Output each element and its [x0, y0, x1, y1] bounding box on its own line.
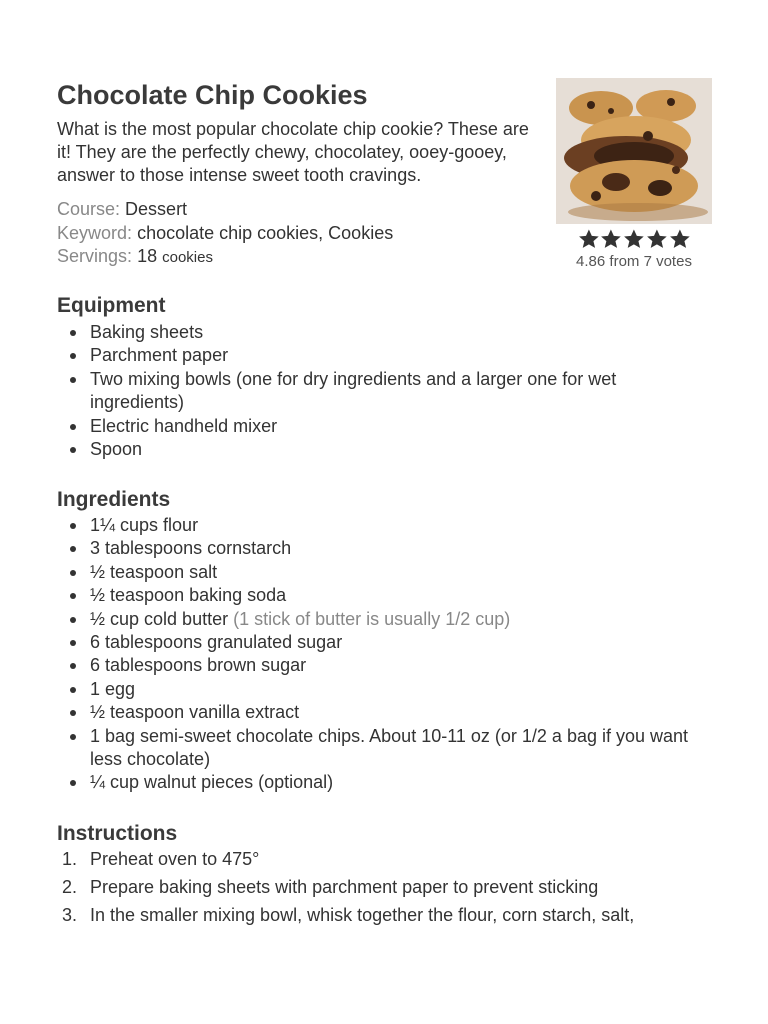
ingredient-item: [57, 514, 707, 537]
keyword-label: Keyword:: [57, 222, 133, 243]
ingredient-text: ½ teaspoon baking soda: [90, 585, 287, 606]
servings-value: 18: [137, 246, 158, 266]
equipment-item: Spoon: [57, 438, 707, 461]
equipment-item: Electric handheld mixer: [57, 415, 707, 438]
ingredient-item: [57, 608, 707, 631]
equipment-heading: Equipment: [57, 294, 166, 317]
ingredient-text: ½ teaspoon vanilla extract: [90, 702, 300, 723]
servings-label: Servings:: [57, 246, 133, 266]
ingredient-item: [57, 701, 707, 724]
servings-unit: cookies: [162, 249, 213, 266]
equipment-item: Parchment paper: [57, 344, 707, 367]
step-text: In the smaller mixing bowl, whisk together the flour, corn starch, salt,: [90, 905, 635, 925]
ingredient-item: [57, 771, 707, 794]
recipe-photo: [556, 78, 712, 224]
recipe-title: Chocolate Chip Cookies: [57, 80, 368, 110]
instruction-step: [57, 901, 707, 929]
ingredient-text: 1 bag semi-sweet chocolate chips. About 10-11 oz (or 1/2 a bag if you want less chocolate): [90, 725, 689, 770]
ingredient-text: 1¼ cups flour: [90, 515, 199, 535]
star-icon[interactable]: [646, 228, 668, 250]
ingredient-text: ½ cup cold butter: [90, 608, 229, 629]
star-icon[interactable]: [623, 228, 645, 250]
ingredient-text: 3 tablespoons cornstarch: [90, 538, 292, 559]
instructions-list: [57, 845, 707, 929]
equipment-item: Two mixing bowls (one for dry ingredients and a larger one for wet ingredients): [57, 368, 707, 415]
ingredient-text: 6 tablespoons granulated sugar: [90, 632, 343, 653]
ingredient-item: [57, 678, 707, 701]
star-icon[interactable]: [669, 228, 691, 250]
ingredient-note: (1 stick of butter is usually 1/2 cup): [233, 608, 511, 629]
servings-row: [57, 245, 393, 270]
instruction-step: [57, 873, 707, 901]
ingredient-item: [57, 631, 707, 654]
step-text: Preheat oven to 475°: [90, 849, 260, 869]
step-number: 1.: [62, 849, 78, 869]
star-icon[interactable]: [578, 228, 600, 250]
ingredients-heading: Ingredients: [57, 488, 171, 511]
step-number: 3.: [62, 905, 78, 925]
rating-text: 4.86 from 7 votes: [576, 253, 692, 270]
ingredient-text: 1 egg: [90, 678, 136, 699]
cookie-image: [556, 78, 712, 224]
ingredient-item: [57, 725, 707, 772]
recipe-summary: What is the most popular chocolate chip cookie? These are it! They are the perfectly chewy, chocolatey, ooey-gooey, answer to those intense sweet tooth cravings.: [57, 119, 529, 185]
recipe-meta: [57, 198, 393, 270]
ingredient-text: ¼ cup walnut pieces (optional): [90, 772, 334, 793]
course-label: Course:: [57, 199, 121, 219]
equipment-list: [57, 321, 707, 461]
rating-stars[interactable]: [577, 228, 691, 250]
ingredient-item: [57, 537, 707, 560]
ingredient-text: ½ teaspoon salt: [90, 561, 218, 582]
star-icon[interactable]: [600, 228, 622, 250]
ingredient-item: [57, 561, 707, 584]
equipment-item: Baking sheets: [57, 321, 707, 344]
step-text: Prepare baking sheets with parchment paper to prevent sticking: [90, 877, 599, 897]
ingredient-item: [57, 584, 707, 607]
course-row: [57, 198, 393, 222]
ingredients-list: [57, 514, 707, 795]
ingredient-item: [57, 654, 707, 677]
instructions-heading: Instructions: [57, 822, 178, 845]
step-number: 2.: [62, 877, 78, 897]
instruction-step: [57, 845, 707, 873]
keyword-value: chocolate chip cookies, Cookies: [137, 222, 394, 243]
keyword-row: [57, 222, 393, 246]
course-value: Dessert: [125, 199, 188, 219]
ingredient-text: 6 tablespoons brown sugar: [90, 655, 307, 676]
